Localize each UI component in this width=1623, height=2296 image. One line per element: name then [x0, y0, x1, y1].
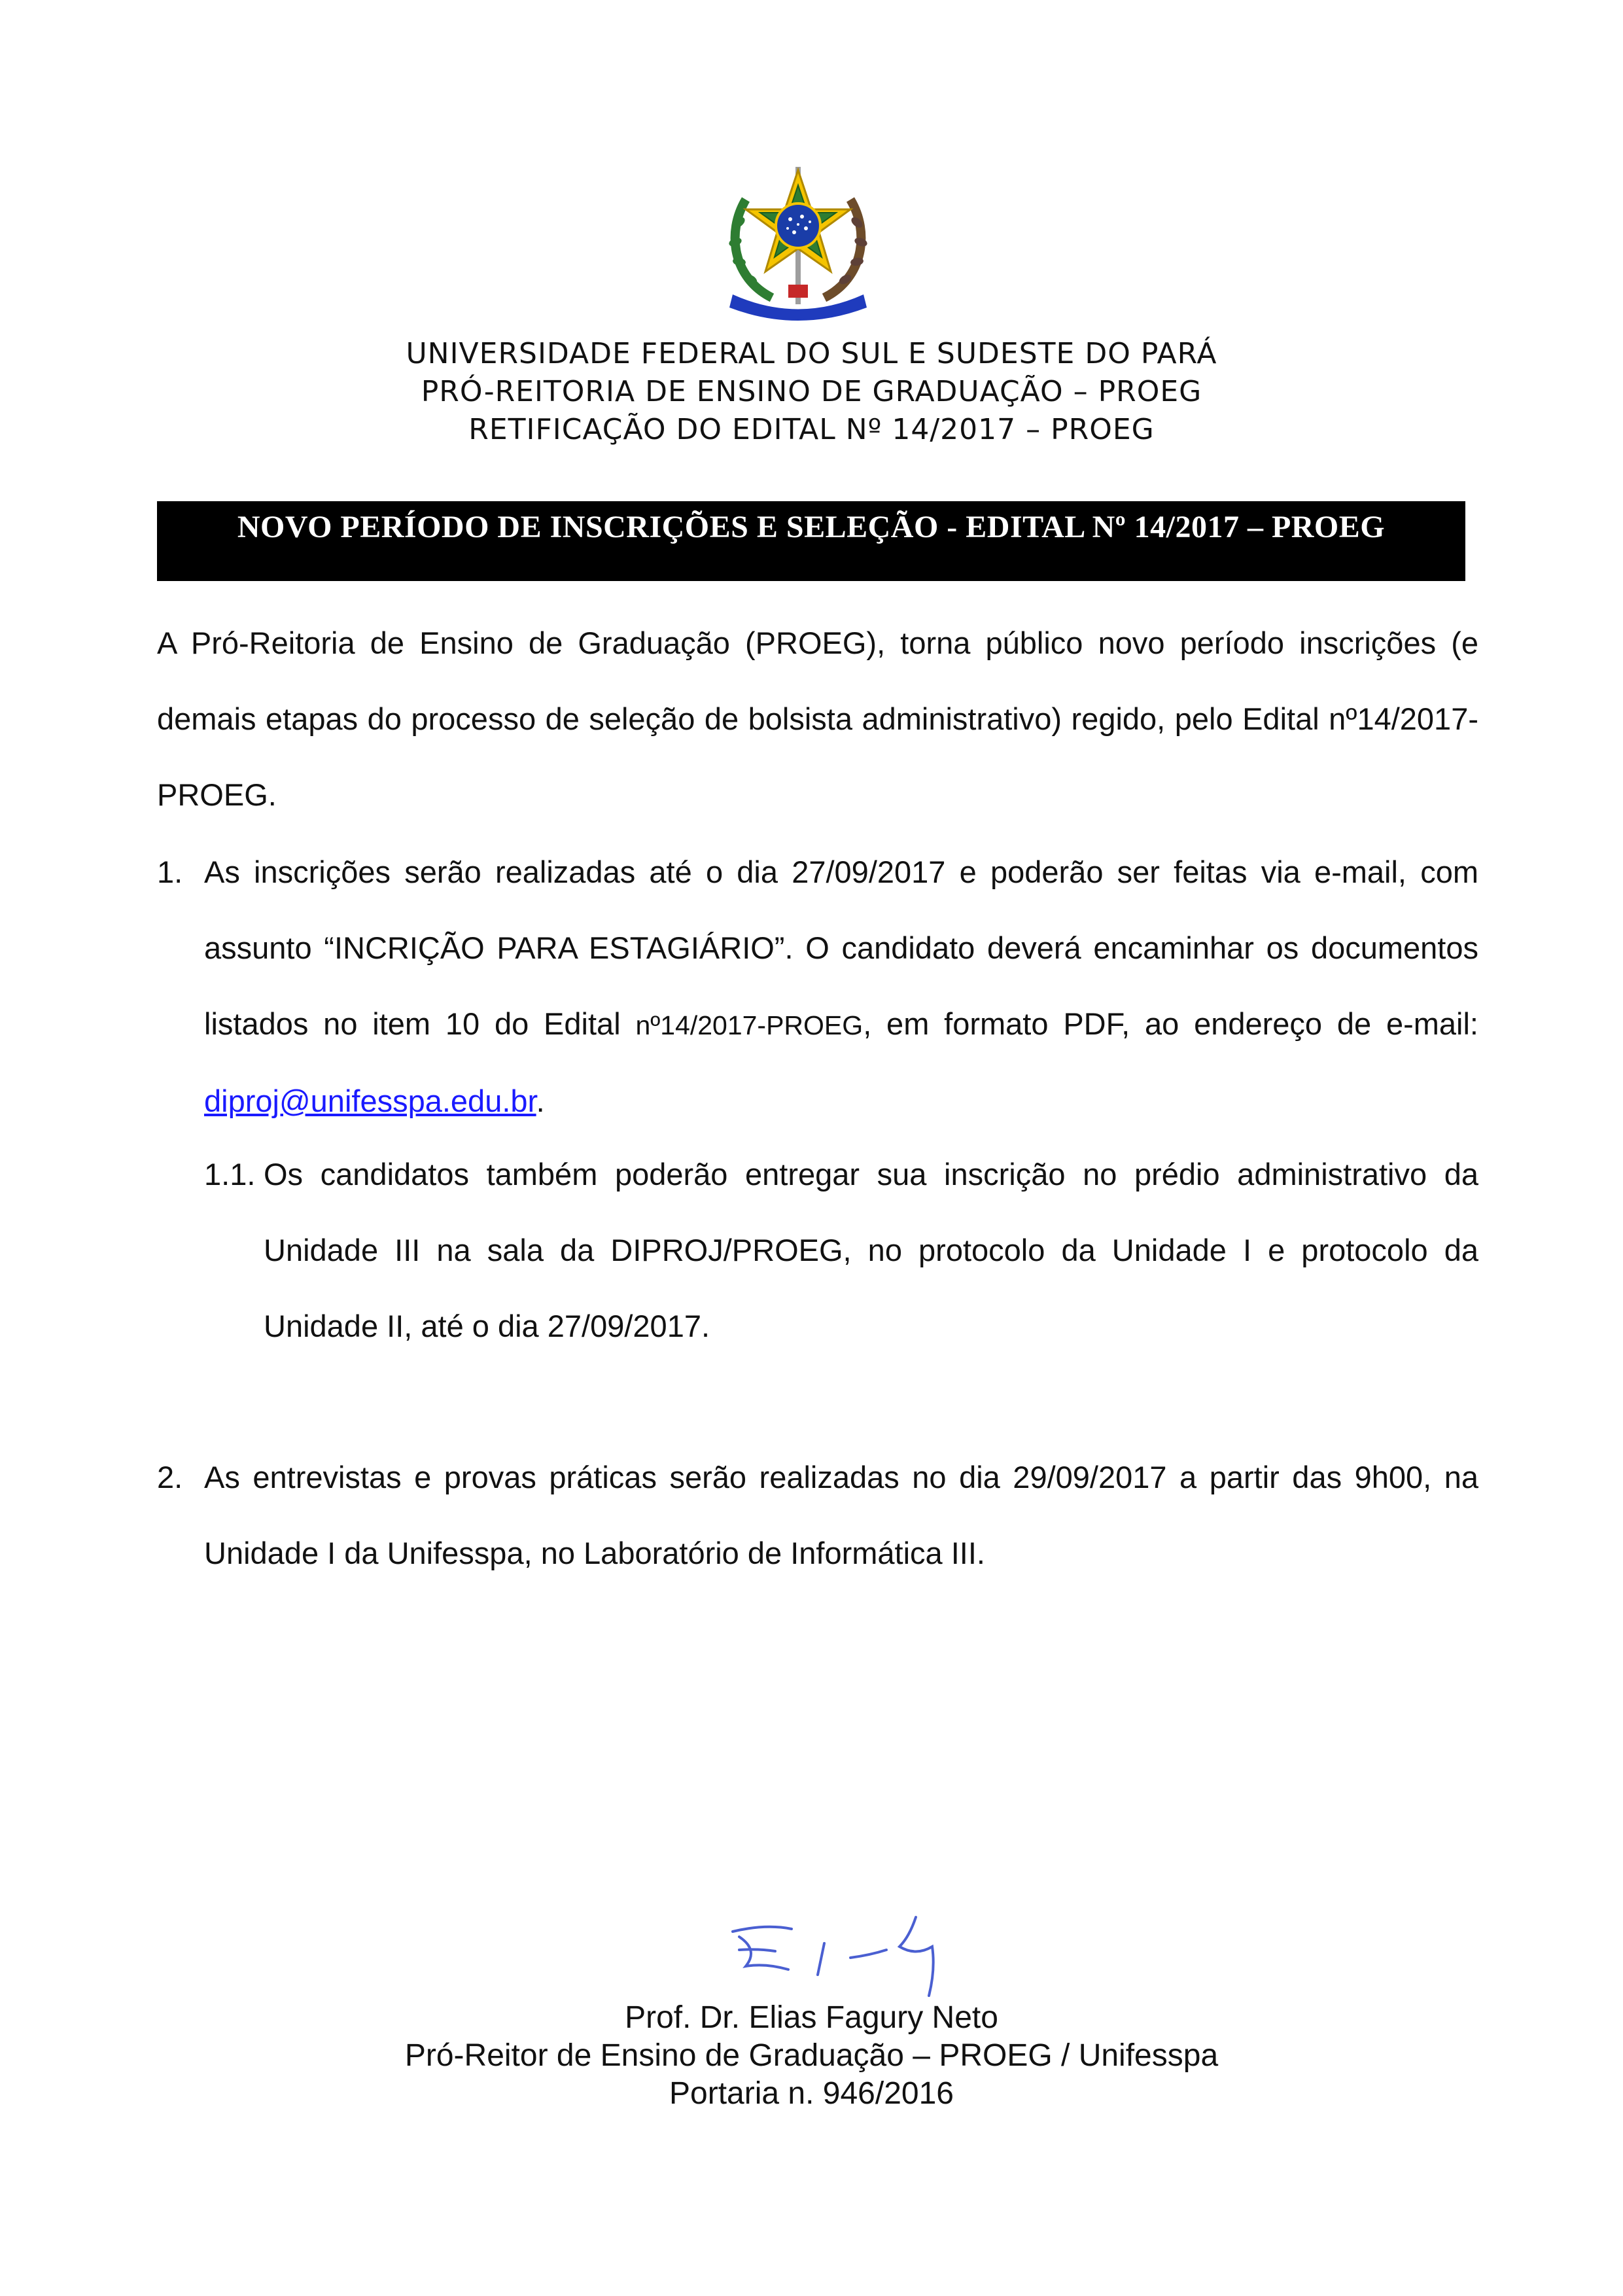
handwritten-signature-icon: [720, 1898, 968, 2009]
item-number: 1.: [157, 855, 183, 889]
signatory-role: Pró-Reitor de Ensino de Graduação – PROEG / Unifesspa: [404, 2038, 1219, 2073]
department-name: PRÓ-REITORIA DE ENSINO DE GRADUAÇÃO – PROEG: [421, 375, 1202, 408]
signatory-name: Prof. Dr. Elias Fagury Neto: [625, 2000, 998, 2035]
item-1-1-paragraph: Os candidatos também poderão entregar sua inscrição no prédio administrativo da Unidade III na sala da DIPROJ/PROEG, no protocolo da Unidade I e protocolo da Unidade II, até o dia 27/09/2017.: [264, 1157, 1478, 1343]
university-name: UNIVERSIDADE FEDERAL DO SUL E SUDESTE DO PARÁ: [406, 337, 1217, 370]
email-link[interactable]: diproj@unifesspa.edu.br: [204, 1084, 536, 1118]
title-banner: [157, 501, 1465, 581]
item-1-text-b: , em formato PDF, ao endereço de e-mail:: [863, 1006, 1478, 1041]
signature-block: [0, 1999, 1623, 2113]
intro-paragraph: A Pró-Reitoria de Ensino de Graduação (PROEG), torna público novo período inscrições (e demais etapas do processo de seleção de bolsista administrativo) regido, pelo Edital nº14/2017-PROEG.: [157, 626, 1478, 812]
brazil-coat-of-arms-icon: [720, 160, 877, 324]
item-2-paragraph: As entrevistas e provas práticas serão realizadas no dia 29/09/2017 a partir das 9h00, na Unidade I da Unifesspa, no Laboratório de Informática III.: [204, 1460, 1478, 1570]
signatory-ordinance: Portaria n. 946/2016: [669, 2076, 954, 2111]
item-1-paragraph: [204, 834, 1478, 1139]
item-number: 2.: [157, 1460, 183, 1494]
item-1-text-a: As inscrições serão realizadas até o dia 27/09/2017 e poderão ser feitas via e-mail, com assunto “INCRIÇÃO PARA ESTAGIÁRIO”. O candidato deverá encaminhar os documentos listados no item 10 do Edital: [204, 855, 1478, 1041]
document-title: RETIFICAÇÃO DO EDITAL Nº 14/2017 – PROEG: [468, 413, 1155, 446]
item-number: 1.1.: [204, 1157, 256, 1192]
item-1-text-end: .: [536, 1084, 545, 1118]
banner-title: NOVO PERÍODO DE INSCRIÇÕES E SELEÇÃO - EDITAL Nº 14/2017 – PROEG: [237, 510, 1386, 544]
item-1-edital-ref: nº14/2017-PROEG: [635, 1010, 864, 1040]
document-header: [0, 335, 1623, 449]
